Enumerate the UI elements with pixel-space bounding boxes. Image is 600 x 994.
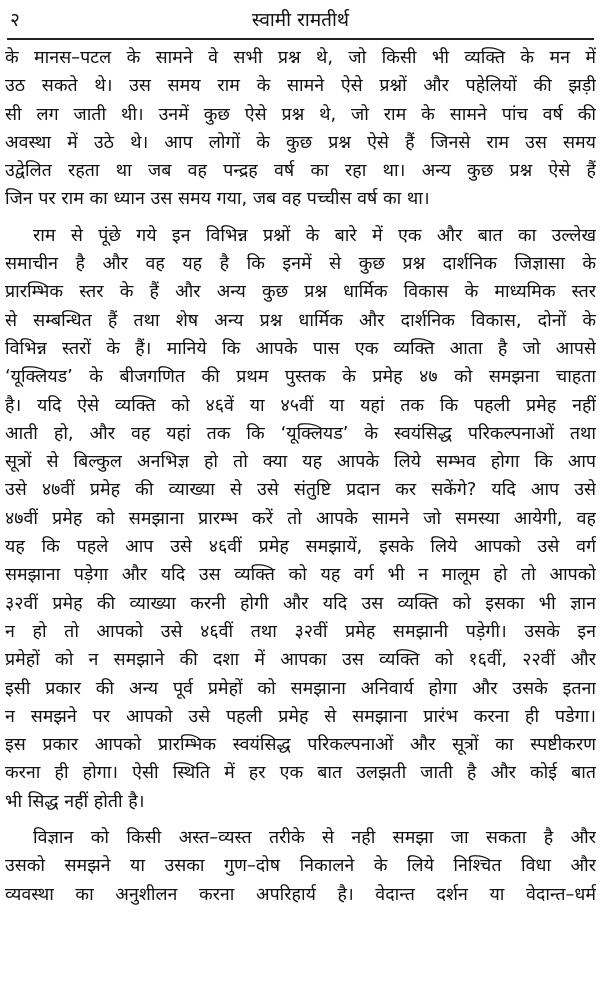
text-line: अवस्था में उठे थे। आप लोगों के कुछ प्रश्न ऐसे हैं जिनसे राम उस समय xyxy=(5,131,596,153)
text-line: उद्वेलित रहता था जब वह पन्द्रह वर्ष का रहा था। अन्य कुछ प्रश्न ऐसे हैं xyxy=(5,160,596,182)
text-line: प्रमेहों को न समझाने की दशा में आपका उस व्यक्ति को १६वीं, २२वीं और xyxy=(5,649,596,671)
text-line: न समझने पर आपको उसे पहली प्रमेह से समझाना प्रारंभ करना ही पडेगा। xyxy=(5,705,596,727)
text-line: राम से पूंछे गये इन विभिन्न प्रश्नों के बारे में एक और बात का उल्लेख xyxy=(33,224,596,246)
text-line: सूत्रों से बिल्कुल अनभिज्ञ हो तो क्या यह आपके लिये सम्भव होगा कि आप xyxy=(5,451,596,473)
text-line: उठ सकते थे। उस समय राम के सामने ऐसे प्रश्नों और पहेलियों की झड़ी xyxy=(5,75,596,97)
text-line: भी सिद्ध नहीं होती है। xyxy=(5,790,145,812)
text-line: यह कि पहले आप उसे ४६वीं प्रमेह समझायें, इसके लिये आपको उसे वर्ग xyxy=(5,536,596,558)
text-line: प्रारम्भिक स्तर के हैं और अन्य कुछ प्रश्न धार्मिक विकास के माध्यमिक स्तर xyxy=(5,281,596,303)
text-line: आती हो, और वह यहां तक कि ‘यूक्लियड’ के स्वयंसिद्ध परिकल्पनाओं तथा xyxy=(5,422,596,444)
text-line: विभिन्न स्तरों के हैं। मानिये कि आपके पास एक व्यक्ति आता है जो आपसे xyxy=(5,337,596,359)
text-line: के मानस–पटल के सामने वे सभी प्रश्न थे, जो किसी भी व्यक्ति के मन में xyxy=(5,47,596,68)
text-line: ‘यूक्लियड’ के बीजगणित की प्रथम पुस्तक के प्रमेह ४७ को समझना चाहता xyxy=(5,366,596,388)
text-line: इस प्रकार आपको प्रारम्भिक स्वयंसिद्ध परिकल्पनाओं और सूत्रों का स्पष्टीकरण xyxy=(5,734,596,756)
text-line: जिन पर राम का ध्यान उस समय गया, जब वह पच्चीस वर्ष का था। xyxy=(5,188,430,210)
paragraph-3 xyxy=(5,824,596,909)
text-line: से सम्बन्धित हैं तथा शेष अन्य प्रश्न धार्मिक और दार्शनिक विकास, दोनों के xyxy=(5,309,596,331)
text-line: व्यवस्था का अनुशीलन करना अपरिहार्य है। वेदान्त दर्शन या वेदान्त–धर्म xyxy=(5,883,596,905)
running-title: स्वामी रामतीर्थ xyxy=(251,9,350,31)
text-line: है। यदि ऐसे व्यक्ति को ४६वें या ४५वीं या यहां तक कि पहली प्रमेह नहीं xyxy=(5,394,596,416)
text-line: उसको समझने या उसका गुण–दोष निकालने के लिये निश्चित विधा और xyxy=(5,855,596,877)
text-line: करना ही होगा। ऐसी स्थिति में हर एक बात उलझती जाती है और कोई बात xyxy=(5,762,596,784)
header-rule xyxy=(7,38,594,40)
text-line: समाचीन है और वह यह है कि इनमें से कुछ प्रश्न दार्शनिक जिज्ञासा के xyxy=(5,253,596,275)
text-line: ४७वीं प्रमेह को समझाना प्रारम्भ करें तो आपके सामने जो समस्या आयेगी, वह xyxy=(5,507,596,529)
text-line: सी लग जाती थी। उनमें कुछ ऐसे प्रश्न थे, जो राम के सामने पांच वर्ष की xyxy=(5,103,596,125)
page-number: २ xyxy=(10,9,20,31)
text-line: समझाना पड़ेगा और यदि उस व्यक्ति को यह वर्ग भी न मालूम हो तो आपको xyxy=(5,564,596,586)
page-header xyxy=(5,0,596,44)
text-line: विज्ञान को किसी अस्त–व्यस्त तरीके से नही समझा जा सकता है और xyxy=(33,827,596,849)
text-line: न हो तो आपको उसे ४६वीं तथा ३२वीं प्रमेह समझानी पड़ेगी। उसके इन xyxy=(5,620,596,642)
text-line: उसे ४७वीं प्रमेह की व्याख्या से उसे संतुष्टि प्रदान कर सकेंगे? यदि आप उसे xyxy=(5,479,596,501)
text-line: इसी प्रकार की अन्य पूर्व प्रमेहों को समझाना अनिवार्य होगा और उसके इतना xyxy=(5,677,596,699)
paragraph-1 xyxy=(5,44,596,214)
paragraph-2 xyxy=(5,222,596,816)
text-line: ३२वीं प्रमेह की व्याख्या करनी होगी और यदि उस व्यक्ति को इसका भी ज्ञान xyxy=(5,592,596,614)
